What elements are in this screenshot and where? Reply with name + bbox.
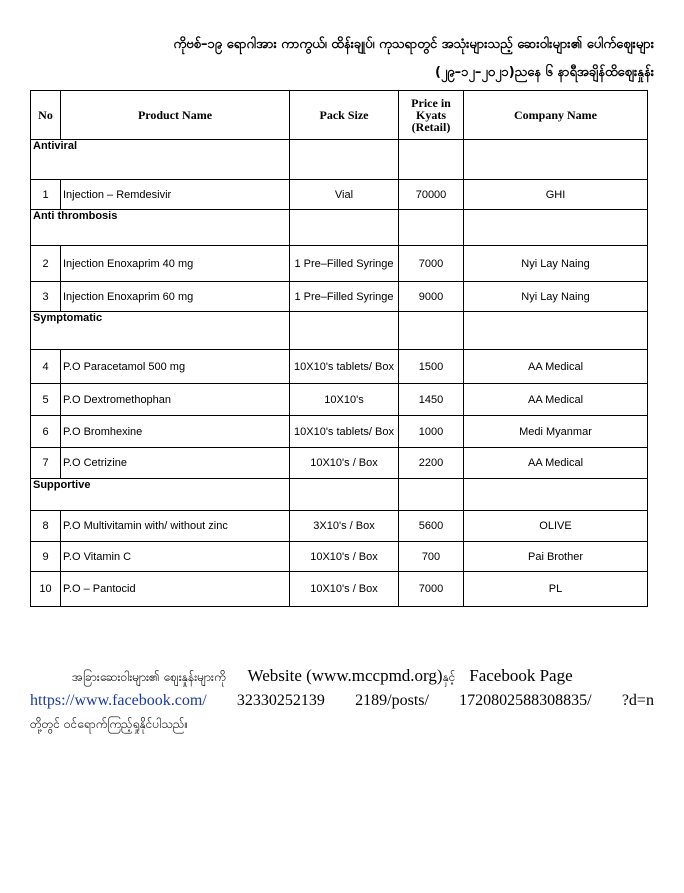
row-company: Nyi Lay Naing bbox=[464, 282, 648, 312]
document-date-line: (၂၉–၁၂–၂၀၂၁)ညနေ ၆ နာရီအချိန်ထိစျေးနှုန်း bbox=[434, 65, 654, 80]
table-row bbox=[31, 511, 648, 542]
link-part: 32330252139 bbox=[236, 692, 325, 709]
row-product: P.O Paracetamol 500 mg bbox=[61, 350, 290, 384]
footer-text: အခြားဆေးဝါးများ၏ စျေးနှုန်းများကို bbox=[72, 670, 226, 684]
row-pack: 10X10's tablets/ Box bbox=[290, 416, 399, 448]
link-part: 2189/posts/ bbox=[355, 692, 429, 709]
category-row bbox=[31, 312, 648, 350]
table-row bbox=[31, 246, 648, 282]
category-anti-thrombosis: Anti thrombosis bbox=[31, 210, 290, 246]
row-no: 3 bbox=[31, 282, 61, 312]
row-company: AA Medical bbox=[464, 384, 648, 416]
row-no: 7 bbox=[31, 448, 61, 479]
document-title: ကိုဗစ်–၁၉ ရောဂါအား ကာကွယ်၊ ထိန်းချုပ်၊ ကုသရာတွင် အသုံးများသည့် ဆေးဝါးများ၏ ပေါက်စျေးများ bbox=[173, 37, 654, 52]
row-product: P.O Bromhexine bbox=[61, 416, 290, 448]
row-no: 6 bbox=[31, 416, 61, 448]
table-row bbox=[31, 448, 648, 479]
header-price: Price in Kyats (Retail) bbox=[399, 91, 464, 140]
row-pack: 1 Pre–Filled Syringe bbox=[290, 246, 399, 282]
row-price: 7000 bbox=[399, 572, 464, 607]
row-company: Nyi Lay Naing bbox=[464, 246, 648, 282]
facebook-link[interactable]: https://www.facebook.com/ bbox=[30, 692, 207, 709]
row-pack: 1 Pre–Filled Syringe bbox=[290, 282, 399, 312]
row-price: 5600 bbox=[399, 511, 464, 542]
row-product: Injection Enoxaprim 60 mg bbox=[61, 282, 290, 312]
row-company: Pai Brother bbox=[464, 542, 648, 572]
row-price: 1500 bbox=[399, 350, 464, 384]
table-row bbox=[31, 350, 648, 384]
row-pack: 3X10's / Box bbox=[290, 511, 399, 542]
row-product: P.O Cetrizine bbox=[61, 448, 290, 479]
row-product: P.O Dextromethophan bbox=[61, 384, 290, 416]
category-row bbox=[31, 210, 648, 246]
row-no: 9 bbox=[31, 542, 61, 572]
row-company: PL bbox=[464, 572, 648, 607]
category-symptomatic: Symptomatic bbox=[31, 312, 290, 350]
row-pack: 10X10's / Box bbox=[290, 542, 399, 572]
link-part: 1720802588308835/ bbox=[459, 692, 592, 709]
table-row bbox=[31, 416, 648, 448]
link-part: ?d=n bbox=[621, 692, 654, 709]
row-pack: 10X10's / Box bbox=[290, 448, 399, 479]
row-price: 2200 bbox=[399, 448, 464, 479]
row-price: 1000 bbox=[399, 416, 464, 448]
footer-connector: နှင့် bbox=[442, 670, 456, 684]
header-product-name: Product Name bbox=[61, 91, 290, 140]
row-price: 700 bbox=[399, 542, 464, 572]
header-company-name: Company Name bbox=[464, 91, 648, 140]
category-supportive: Supportive bbox=[31, 479, 290, 511]
website-text: Website (www.mccpmd.org) bbox=[247, 666, 443, 685]
row-pack: 10X10's tablets/ Box bbox=[290, 350, 399, 384]
footer-note-line bbox=[30, 666, 654, 687]
row-no: 1 bbox=[31, 180, 61, 210]
header-no: No bbox=[31, 91, 61, 140]
row-no: 10 bbox=[31, 572, 61, 607]
row-product: P.O Multivitamin with/ without zinc bbox=[61, 511, 290, 542]
table-row bbox=[31, 572, 648, 607]
row-no: 2 bbox=[31, 246, 61, 282]
row-company: AA Medical bbox=[464, 448, 648, 479]
row-pack: 10X10's / Box bbox=[290, 572, 399, 607]
row-pack: Vial bbox=[290, 180, 399, 210]
footer-closing-line: တို့တွင် ဝင်ရောက်ကြည့်ရှုနိုင်ပါသည်။ bbox=[30, 717, 189, 731]
price-table bbox=[30, 90, 648, 607]
row-no: 5 bbox=[31, 384, 61, 416]
row-product: Injection Enoxaprim 40 mg bbox=[61, 246, 290, 282]
row-no: 4 bbox=[31, 350, 61, 384]
row-pack: 10X10's bbox=[290, 384, 399, 416]
row-company: AA Medical bbox=[464, 350, 648, 384]
category-row bbox=[31, 140, 648, 180]
table-header-row bbox=[31, 91, 648, 140]
table-row bbox=[31, 384, 648, 416]
row-company: OLIVE bbox=[464, 511, 648, 542]
facebook-page-text: Facebook Page bbox=[469, 666, 573, 685]
table-row bbox=[31, 180, 648, 210]
row-price: 9000 bbox=[399, 282, 464, 312]
footer-link-line bbox=[30, 692, 654, 710]
row-product: Injection – Remdesivir bbox=[61, 180, 290, 210]
row-price: 70000 bbox=[399, 180, 464, 210]
category-antiviral: Antiviral bbox=[31, 140, 290, 180]
row-price: 1450 bbox=[399, 384, 464, 416]
category-row bbox=[31, 479, 648, 511]
row-no: 8 bbox=[31, 511, 61, 542]
row-product: P.O – Pantocid bbox=[61, 572, 290, 607]
row-product: P.O Vitamin C bbox=[61, 542, 290, 572]
row-price: 7000 bbox=[399, 246, 464, 282]
header-pack-size: Pack Size bbox=[290, 91, 399, 140]
table-row bbox=[31, 282, 648, 312]
row-company: Medi Myanmar bbox=[464, 416, 648, 448]
row-company: GHI bbox=[464, 180, 648, 210]
table-row bbox=[31, 542, 648, 572]
